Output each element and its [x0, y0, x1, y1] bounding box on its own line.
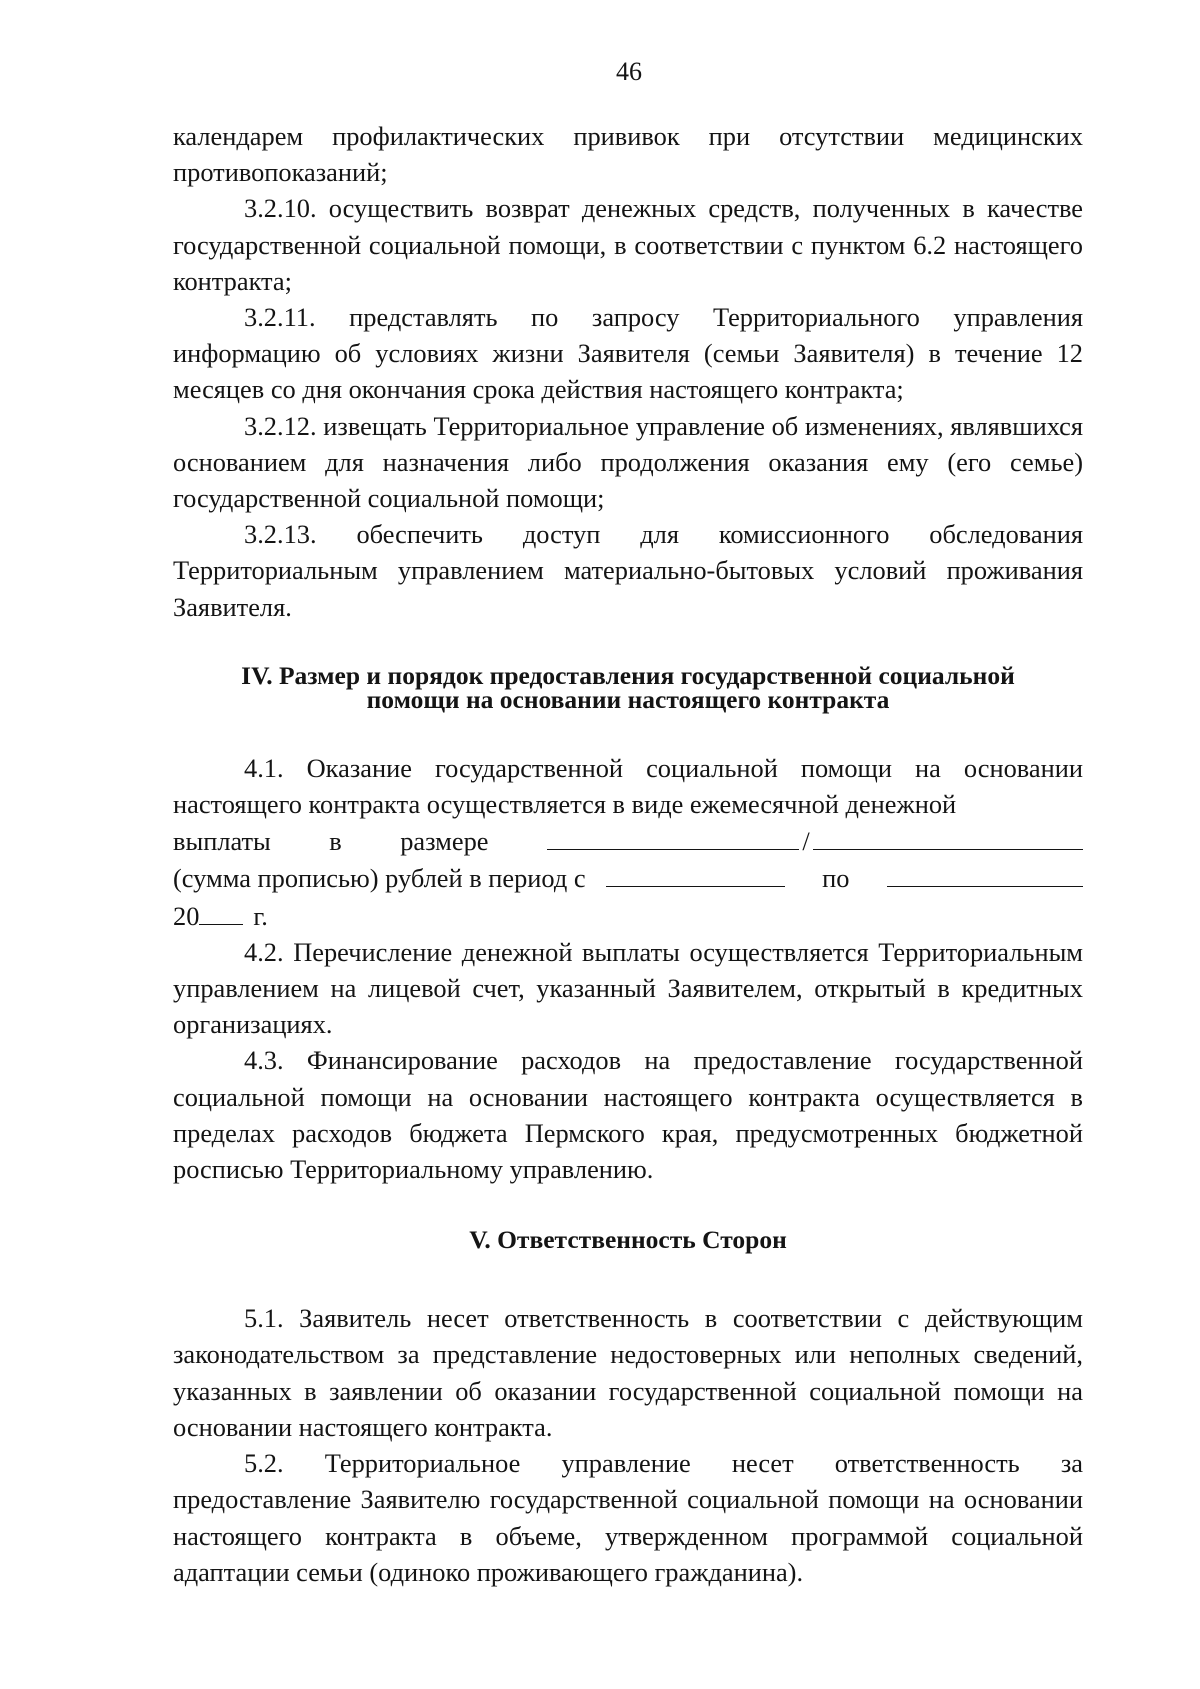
item-3-2-10: 3.2.10. осуществить возврат денежных средств, полученных в качестве государственной социальной помощи, в соответствии с пунктом 6.2 настоящего контракта; — [173, 193, 1083, 296]
period-label: (сумма прописью) рублей в период с — [173, 863, 586, 894]
section-5-heading: V. Ответственность Сторон — [469, 1225, 787, 1255]
paragraph-4-3: 4.3. Финансирование расходов на предоставление государственной социальной помощи на основании настоящего контракта осуществляется в пределах расходов бюджета Пермского края, предусмотренных бюджетной росписью Территориальному управлению. — [173, 1045, 1083, 1185]
period-start-field[interactable] — [606, 859, 785, 887]
section-4-heading-line-1: IV. Размер и порядок предоставления государственной социальной — [241, 660, 1015, 690]
period-form-line — [173, 859, 1083, 896]
page-number: 46 — [616, 57, 642, 86]
year-suffix: г. — [253, 900, 268, 931]
paragraph-5-2: 5.2. Территориальное управление несет ответственность за предоставление Заявителю государственной социальной помощи на основании настоящего контракта в объеме, утвержденном программой социальной адаптации семьи (одиноко проживающего гражданина). — [173, 1448, 1083, 1587]
word-razmere: размере — [400, 826, 489, 857]
item-3-2-12: 3.2.12. извещать Территориальное управление об изменениях, являвшихся основанием для назначения либо продолжения оказания ему (его семье) государственной социальной помощи; — [173, 410, 1083, 514]
item-3-2-11: 3.2.11. представлять по запросу Территориального управления информацию об условиях жизни Заявителя (семьи Заявителя) в течение 12 месяцев со дня окончания срока действия настоящего контракта; — [173, 302, 1083, 405]
section-4-heading-line-2: помощи на основании настоящего контракта — [366, 684, 890, 714]
intro-continuation-paragraph: календарем профилактических прививок при отсутствии медицинских противопоказаний; — [173, 121, 1083, 188]
year-prefix: 20 — [173, 900, 200, 931]
word-v: в — [329, 826, 342, 857]
year-form-line — [173, 897, 1083, 934]
amount-slash: / — [802, 826, 810, 857]
paragraph-4-2: 4.2. Перечисление денежной выплаты осуществляется Территориальным управлением на лицевой счет, указанный Заявителем, открытый в кредитных организациях. — [173, 936, 1083, 1040]
section-4-heading — [173, 660, 1083, 714]
period-end-field[interactable] — [887, 859, 1083, 887]
paragraph-4-1: 4.1. Оказание государственной социальной помощи на основании настоящего контракта осуществляется в виде ежемесячной денежной — [173, 752, 1083, 820]
document-body — [173, 118, 1083, 1590]
item-3-2-13: 3.2.13. обеспечить доступ для комиссионного обследования Территориальным управлением материально-бытовых условий проживания Заявителя. — [173, 519, 1083, 622]
year-field[interactable] — [199, 897, 243, 925]
amount-digits-field[interactable] — [547, 822, 799, 850]
amount-form-line — [173, 822, 1083, 859]
word-po: по — [822, 863, 850, 894]
word-vyplaty: выплаты — [173, 826, 271, 857]
paragraph-5-1: 5.1. Заявитель несет ответственность в соответствии с действующим законодательством за представление недостоверных или неполных сведений, указанных в заявлении об оказании государственной социальной помощи на основании настоящего контракта. — [173, 1303, 1083, 1442]
amount-words-field[interactable] — [813, 822, 1083, 850]
